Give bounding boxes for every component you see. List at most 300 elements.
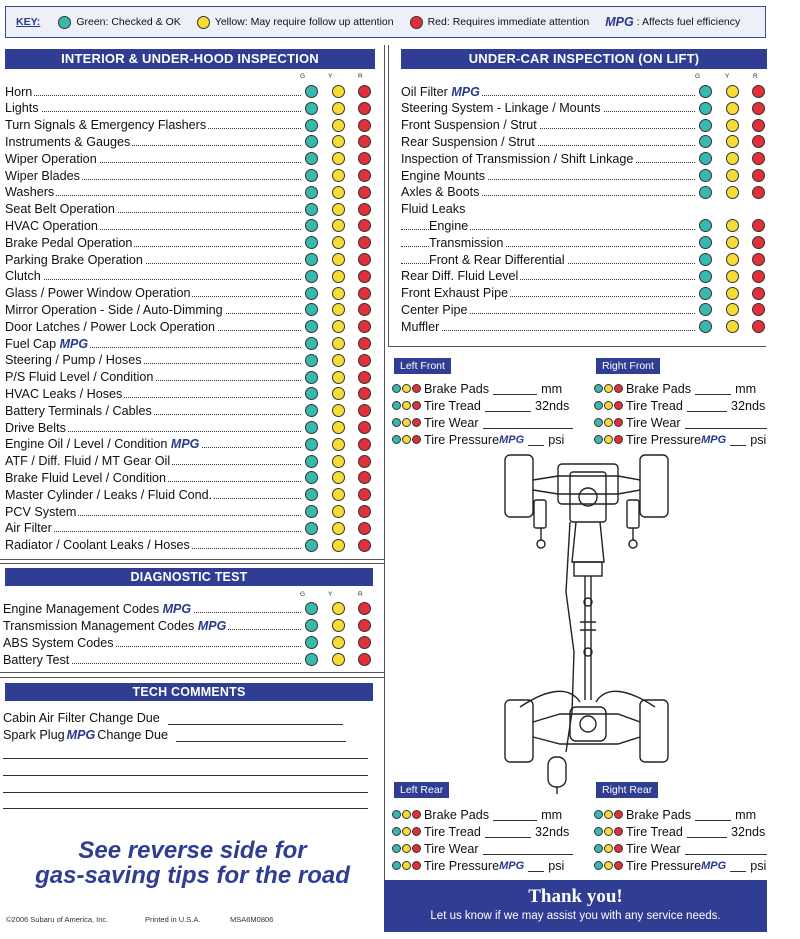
red-status-icon[interactable] <box>752 152 765 165</box>
red-status-icon[interactable] <box>358 287 371 300</box>
green-status-icon[interactable] <box>305 505 318 518</box>
psi-unit: psi <box>548 858 565 873</box>
tire-row <box>594 414 794 431</box>
red-status-icon[interactable] <box>752 119 765 132</box>
item-label: Engine Oil / Level / Condition <box>5 437 171 452</box>
inspection-row <box>5 150 385 167</box>
tire-wear-input[interactable] <box>685 843 767 855</box>
yellow-status-icon[interactable] <box>604 844 613 853</box>
green-status-icon[interactable] <box>594 810 603 819</box>
nds-unit: 32nds <box>730 398 766 413</box>
red-status-icon[interactable] <box>614 810 623 819</box>
yellow-status-icon[interactable] <box>332 236 345 249</box>
yellow-status-icon[interactable] <box>332 455 345 468</box>
yellow-status-icon[interactable] <box>332 653 345 666</box>
spark-plug-input[interactable] <box>176 730 346 742</box>
green-status-icon[interactable] <box>305 387 318 400</box>
yellow-status-icon[interactable] <box>332 152 345 165</box>
yellow-status-icon[interactable] <box>726 152 739 165</box>
red-status-icon[interactable] <box>412 418 421 427</box>
red-status-icon[interactable] <box>358 505 371 518</box>
red-status-icon[interactable] <box>358 371 371 384</box>
status-dots <box>301 387 385 400</box>
brake-pads-input[interactable] <box>695 809 731 821</box>
green-status-icon[interactable] <box>699 119 712 132</box>
status-dots <box>301 455 385 468</box>
mpg-logo: MPG <box>605 15 634 29</box>
yellow-status-icon[interactable] <box>726 320 739 333</box>
tire-pressure-input[interactable] <box>730 860 746 872</box>
green-status-icon[interactable] <box>305 253 318 266</box>
yellow-status-icon[interactable] <box>332 354 345 367</box>
status-dots <box>695 102 779 115</box>
green-status-icon[interactable] <box>305 85 318 98</box>
green-status-icon[interactable] <box>305 404 318 417</box>
red-status-icon[interactable] <box>358 152 371 165</box>
brake-pads-input[interactable] <box>695 383 731 395</box>
yellow-status-icon[interactable] <box>604 384 613 393</box>
red-status-icon[interactable] <box>752 85 765 98</box>
tire-wear-label: Tire Wear <box>626 415 681 430</box>
red-status-icon[interactable] <box>358 421 371 434</box>
yellow-status-icon[interactable] <box>726 186 739 199</box>
red-status-icon[interactable] <box>412 435 421 444</box>
tire-tread-input[interactable] <box>687 826 727 838</box>
red-status-icon[interactable] <box>752 102 765 115</box>
tire-row <box>594 397 794 414</box>
inspection-row <box>401 268 779 285</box>
comment-line[interactable] <box>3 808 368 809</box>
yellow-status-icon[interactable] <box>726 135 739 148</box>
red-status-icon[interactable] <box>752 320 765 333</box>
red-status-icon[interactable] <box>412 827 421 836</box>
green-status-icon[interactable] <box>699 135 712 148</box>
thank-you-banner <box>384 880 767 932</box>
inspection-row <box>5 352 385 369</box>
inspection-row <box>5 301 385 318</box>
tire-row <box>594 840 794 857</box>
tire-pressure-label: Tire Pressure <box>626 858 702 873</box>
yellow-status-icon[interactable] <box>726 102 739 115</box>
yellow-status-icon[interactable] <box>726 270 739 283</box>
green-status-icon[interactable] <box>305 438 318 451</box>
yellow-status-icon[interactable] <box>402 401 411 410</box>
green-status-icon[interactable] <box>305 488 318 501</box>
yellow-status-icon[interactable] <box>332 619 345 632</box>
tech-comments-panel <box>0 677 385 812</box>
green-status-icon[interactable] <box>305 270 318 283</box>
tire-wear-input[interactable] <box>685 417 767 429</box>
red-dot-icon <box>410 16 423 29</box>
green-status-icon[interactable] <box>699 287 712 300</box>
brake-pads-input[interactable] <box>493 383 537 395</box>
yellow-status-icon[interactable] <box>332 602 345 615</box>
tire-row <box>594 806 794 823</box>
green-status-icon[interactable] <box>305 287 318 300</box>
green-status-icon[interactable] <box>305 203 318 216</box>
brake-pads-input[interactable] <box>493 809 537 821</box>
inspection-row <box>5 503 385 520</box>
yellow-status-icon[interactable] <box>726 219 739 232</box>
item-label: Radiator / Coolant Leaks / Hoses <box>5 538 190 553</box>
green-status-icon[interactable] <box>699 102 712 115</box>
yellow-status-icon[interactable] <box>402 384 411 393</box>
yellow-status-icon[interactable] <box>332 404 345 417</box>
tire-tread-input[interactable] <box>485 400 531 412</box>
undercar-panel <box>388 45 766 347</box>
red-status-icon[interactable] <box>614 861 623 870</box>
yellow-status-icon[interactable] <box>332 539 345 552</box>
status-dots <box>301 471 385 484</box>
green-status-icon[interactable] <box>392 384 401 393</box>
tire-tread-input[interactable] <box>687 400 727 412</box>
red-status-icon[interactable] <box>412 844 421 853</box>
status-dots <box>301 303 385 316</box>
red-status-icon[interactable] <box>358 236 371 249</box>
red-status-icon[interactable] <box>358 619 371 632</box>
status-dots <box>301 219 385 232</box>
key-yellow <box>197 16 394 29</box>
item-label: Axles & Boots <box>401 185 480 200</box>
red-status-icon[interactable] <box>614 844 623 853</box>
inspection-row <box>401 117 779 134</box>
tire-tread-label: Tire Tread <box>424 824 481 839</box>
item-label: Brake Pedal Operation <box>5 235 133 250</box>
green-status-icon[interactable] <box>305 152 318 165</box>
yellow-status-icon[interactable] <box>604 810 613 819</box>
item-label: Battery Test <box>3 652 70 667</box>
green-status-icon[interactable] <box>699 186 712 199</box>
green-status-icon[interactable] <box>594 861 603 870</box>
green-status-icon[interactable] <box>392 418 401 427</box>
red-status-icon[interactable] <box>412 384 421 393</box>
red-status-icon[interactable] <box>614 827 623 836</box>
status-dots <box>301 602 385 615</box>
green-status-icon[interactable] <box>699 303 712 316</box>
mpg-logo: MPG <box>451 84 480 99</box>
item-label: Front & Rear Differential <box>429 252 565 267</box>
tire-pressure-input[interactable] <box>730 434 746 446</box>
green-status-icon[interactable] <box>305 119 318 132</box>
column-g-header: G <box>300 591 306 598</box>
green-status-icon[interactable] <box>699 152 712 165</box>
psi-unit: psi <box>750 858 767 873</box>
green-status-icon[interactable] <box>699 85 712 98</box>
red-status-icon[interactable] <box>358 186 371 199</box>
status-dots <box>695 320 779 333</box>
yellow-status-icon[interactable] <box>402 844 411 853</box>
green-status-icon[interactable] <box>392 827 401 836</box>
green-status-icon[interactable] <box>594 401 603 410</box>
yellow-status-icon[interactable] <box>332 203 345 216</box>
status-dots <box>301 236 385 249</box>
tire-tread-label: Tire Tread <box>626 398 683 413</box>
comment-line[interactable] <box>3 775 368 776</box>
red-status-icon[interactable] <box>358 522 371 535</box>
inspection-row <box>5 234 385 251</box>
green-status-icon[interactable] <box>305 354 318 367</box>
yellow-status-icon[interactable] <box>332 219 345 232</box>
green-status-icon[interactable] <box>392 435 401 444</box>
yellow-status-icon[interactable] <box>604 827 613 836</box>
yellow-status-icon[interactable] <box>332 119 345 132</box>
green-status-icon[interactable] <box>392 401 401 410</box>
yellow-status-icon[interactable] <box>332 636 345 649</box>
yellow-status-icon[interactable] <box>332 270 345 283</box>
yellow-status-icon[interactable] <box>726 169 739 182</box>
red-status-icon[interactable] <box>358 270 371 283</box>
item-label: Rear Suspension / Strut <box>401 134 535 149</box>
status-dots <box>695 270 779 283</box>
green-status-icon[interactable] <box>594 827 603 836</box>
yellow-status-icon[interactable] <box>332 253 345 266</box>
status-dots <box>301 85 385 98</box>
red-status-icon[interactable] <box>358 253 371 266</box>
green-status-icon[interactable] <box>305 135 318 148</box>
yellow-status-icon[interactable] <box>402 861 411 870</box>
inspection-row <box>5 453 385 470</box>
yellow-status-icon[interactable] <box>332 337 345 350</box>
green-status-icon[interactable] <box>305 337 318 350</box>
yellow-status-icon[interactable] <box>402 810 411 819</box>
red-status-icon[interactable] <box>752 236 765 249</box>
red-status-icon[interactable] <box>358 85 371 98</box>
inspection-row <box>401 301 779 318</box>
green-status-icon[interactable] <box>305 102 318 115</box>
green-status-icon[interactable] <box>594 844 603 853</box>
reverse-line-1: See reverse side for <box>78 837 307 864</box>
tire-pressure-input[interactable] <box>528 860 544 872</box>
yellow-status-icon[interactable] <box>332 186 345 199</box>
yellow-status-icon[interactable] <box>332 303 345 316</box>
red-status-icon[interactable] <box>358 387 371 400</box>
item-label: Front Suspension / Strut <box>401 118 537 133</box>
status-dots <box>301 421 385 434</box>
inspection-row <box>5 335 385 352</box>
yellow-status-icon[interactable] <box>402 418 411 427</box>
red-status-icon[interactable] <box>412 810 421 819</box>
tire-tread-label: Tire Tread <box>626 824 683 839</box>
tire-row <box>392 806 592 823</box>
yellow-dot-icon <box>197 16 210 29</box>
red-status-icon[interactable] <box>358 219 371 232</box>
green-status-icon[interactable] <box>699 270 712 283</box>
red-status-icon[interactable] <box>614 435 623 444</box>
inspection-row <box>5 537 385 554</box>
yellow-status-icon[interactable] <box>604 401 613 410</box>
red-status-icon[interactable] <box>358 404 371 417</box>
green-status-icon[interactable] <box>699 219 712 232</box>
tire-row <box>594 823 794 840</box>
item-label: Steering / Pump / Hoses <box>5 353 142 368</box>
yellow-status-icon[interactable] <box>726 236 739 249</box>
inspection-row <box>5 167 385 184</box>
inspection-row <box>5 318 385 335</box>
yellow-status-icon[interactable] <box>726 85 739 98</box>
yellow-status-icon[interactable] <box>332 505 345 518</box>
inspection-row <box>401 150 779 167</box>
item-label: Seat Belt Operation <box>5 202 115 217</box>
green-status-icon[interactable] <box>305 421 318 434</box>
red-status-icon[interactable] <box>358 471 371 484</box>
yellow-status-icon[interactable] <box>332 438 345 451</box>
comment-line[interactable] <box>3 758 368 759</box>
yellow-status-icon[interactable] <box>332 85 345 98</box>
red-status-icon[interactable] <box>358 169 371 182</box>
cabin-filter-input[interactable] <box>168 713 343 725</box>
green-status-icon[interactable] <box>305 522 318 535</box>
red-status-icon[interactable] <box>358 135 371 148</box>
red-status-icon[interactable] <box>358 102 371 115</box>
yellow-status-icon[interactable] <box>332 102 345 115</box>
red-status-icon[interactable] <box>358 602 371 615</box>
green-status-icon[interactable] <box>594 418 603 427</box>
yellow-status-icon[interactable] <box>604 861 613 870</box>
red-status-icon[interactable] <box>358 119 371 132</box>
red-status-icon[interactable] <box>614 401 623 410</box>
tire-pressure-input[interactable] <box>528 434 544 446</box>
spark-plug-label: Spark Plug <box>3 728 65 742</box>
red-status-icon[interactable] <box>358 438 371 451</box>
yellow-status-icon[interactable] <box>726 303 739 316</box>
column-r-header: R <box>358 73 363 80</box>
status-dots <box>301 354 385 367</box>
green-status-icon[interactable] <box>305 303 318 316</box>
green-status-icon[interactable] <box>305 236 318 249</box>
tire-pressure-label: Tire Pressure <box>626 432 702 447</box>
cabin-filter-line <box>3 711 343 725</box>
red-status-icon[interactable] <box>358 337 371 350</box>
tire-pressure-label: Tire Pressure <box>424 432 500 447</box>
green-status-icon[interactable] <box>305 320 318 333</box>
green-status-icon[interactable] <box>392 844 401 853</box>
item-label: Fluid Leaks <box>401 202 466 217</box>
green-status-icon[interactable] <box>305 636 318 649</box>
key-yellow-text: Yellow: May require follow up attention <box>214 16 394 28</box>
yellow-status-icon[interactable] <box>726 253 739 266</box>
yellow-status-icon[interactable] <box>332 522 345 535</box>
item-label: Wiper Operation <box>5 151 97 166</box>
spark-plug-line <box>3 728 346 742</box>
green-status-icon[interactable] <box>699 169 712 182</box>
red-status-icon[interactable] <box>358 303 371 316</box>
left-rear-tag: Left Rear <box>394 782 449 798</box>
green-status-icon[interactable] <box>305 602 318 615</box>
red-status-icon[interactable] <box>752 186 765 199</box>
comment-line[interactable] <box>3 792 368 793</box>
right-front-tire-block <box>594 380 794 448</box>
red-status-icon[interactable] <box>412 401 421 410</box>
tire-wear-input[interactable] <box>483 417 573 429</box>
inspection-row <box>5 385 385 402</box>
item-label: Rear Diff. Fluid Level <box>401 269 519 284</box>
column-r-header: R <box>753 73 758 80</box>
inspection-row <box>5 268 385 285</box>
red-status-icon[interactable] <box>358 653 371 666</box>
red-status-icon[interactable] <box>358 203 371 216</box>
green-status-icon[interactable] <box>305 619 318 632</box>
red-status-icon[interactable] <box>752 270 765 283</box>
mpg-logo: MPG <box>170 437 200 452</box>
green-status-icon[interactable] <box>305 471 318 484</box>
green-status-icon[interactable] <box>305 653 318 666</box>
tire-wear-label: Tire Wear <box>626 841 681 856</box>
green-status-icon[interactable] <box>305 539 318 552</box>
tire-wear-input[interactable] <box>483 843 573 855</box>
yellow-status-icon[interactable] <box>332 371 345 384</box>
yellow-status-icon[interactable] <box>402 827 411 836</box>
red-status-icon[interactable] <box>614 418 623 427</box>
yellow-status-icon[interactable] <box>332 287 345 300</box>
red-status-icon[interactable] <box>358 354 371 367</box>
red-status-icon[interactable] <box>412 861 421 870</box>
key-mpg-text: : Affects fuel efficiency <box>636 16 741 28</box>
red-status-icon[interactable] <box>358 539 371 552</box>
key-mpg <box>605 15 740 29</box>
spark-plug-label-2: Change Due <box>97 728 169 742</box>
yellow-status-icon[interactable] <box>332 471 345 484</box>
green-status-icon[interactable] <box>305 186 318 199</box>
green-status-icon[interactable] <box>305 219 318 232</box>
green-status-icon[interactable] <box>392 810 401 819</box>
item-label: Washers <box>5 185 55 200</box>
green-status-icon[interactable] <box>305 371 318 384</box>
inspection-row <box>401 217 779 234</box>
yellow-status-icon[interactable] <box>402 435 411 444</box>
red-status-icon[interactable] <box>358 636 371 649</box>
status-dots <box>301 135 385 148</box>
yellow-status-icon[interactable] <box>332 320 345 333</box>
status-dots <box>301 522 385 535</box>
green-status-icon[interactable] <box>699 236 712 249</box>
tire-tread-input[interactable] <box>485 826 531 838</box>
red-status-icon[interactable] <box>358 488 371 501</box>
yellow-status-icon[interactable] <box>332 135 345 148</box>
status-dots <box>301 152 385 165</box>
yellow-status-icon[interactable] <box>604 418 613 427</box>
green-status-icon[interactable] <box>594 435 603 444</box>
yellow-status-icon[interactable] <box>726 119 739 132</box>
yellow-status-icon[interactable] <box>604 435 613 444</box>
yellow-status-icon[interactable] <box>726 287 739 300</box>
red-status-icon[interactable] <box>752 303 765 316</box>
item-label: Wiper Blades <box>5 168 80 183</box>
red-status-icon[interactable] <box>614 384 623 393</box>
green-status-icon[interactable] <box>305 169 318 182</box>
red-status-icon[interactable] <box>752 135 765 148</box>
green-status-icon[interactable] <box>305 455 318 468</box>
yellow-status-icon[interactable] <box>332 169 345 182</box>
inspection-row <box>5 201 385 218</box>
red-status-icon[interactable] <box>358 320 371 333</box>
green-status-icon[interactable] <box>699 320 712 333</box>
yellow-status-icon[interactable] <box>332 387 345 400</box>
dot-leader <box>5 95 301 96</box>
red-status-icon[interactable] <box>752 169 765 182</box>
mm-unit: mm <box>541 381 563 396</box>
mpg-logo: MPG <box>499 859 525 872</box>
green-status-icon[interactable] <box>392 861 401 870</box>
yellow-status-icon[interactable] <box>332 488 345 501</box>
green-status-icon[interactable] <box>594 384 603 393</box>
red-status-icon[interactable] <box>752 219 765 232</box>
reverse-side-note <box>0 838 385 888</box>
yellow-status-icon[interactable] <box>332 421 345 434</box>
green-status-icon[interactable] <box>699 253 712 266</box>
red-status-icon[interactable] <box>752 287 765 300</box>
red-status-icon[interactable] <box>358 455 371 468</box>
red-status-icon[interactable] <box>752 253 765 266</box>
